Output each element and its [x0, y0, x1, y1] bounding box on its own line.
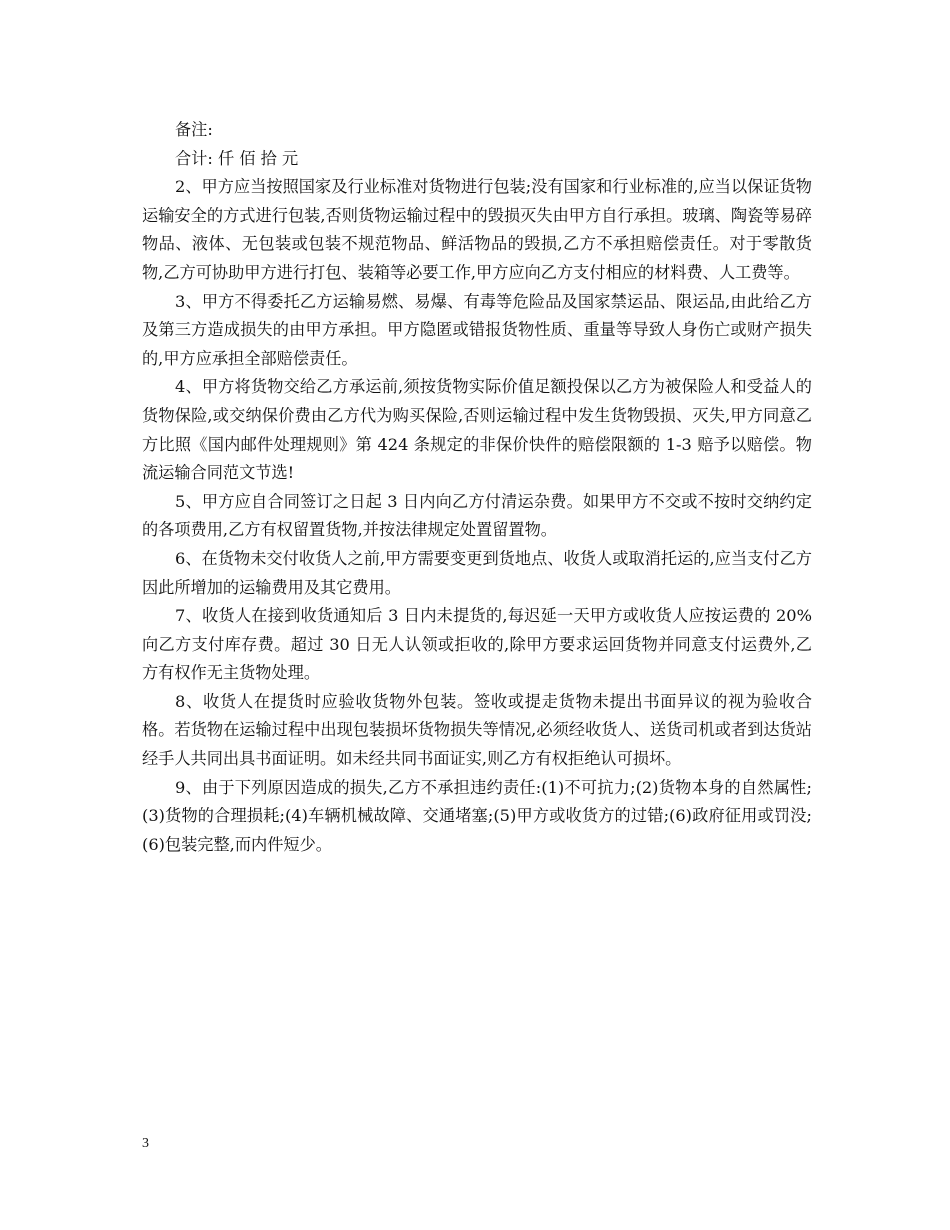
document-body [142, 116, 812, 859]
clause-7: 7、收货人在接到收货通知后 3 日内未提货的,每迟延一天甲方或收货人应按运费的 20%向乙方支付库存费。超过 30 日无人认领或拒收的,除甲方要求运回货物并同意支付运费外,乙方有权作无主货物处理。 [142, 606, 812, 683]
clause-6: 6、在货物未交付收货人之前,甲方需要变更到货地点、收货人或取消托运的,应当支付乙方因此所增加的运输费用及其它费用。 [142, 548, 812, 597]
clause-4: 4、甲方将货物交给乙方承运前,须按货物实际价值足额投保以乙方为被保险人和受益人的货物保险,或交纳保价费由乙方代为购买保险,否则运输过程中发生货物毁损、灭失,甲方同意乙方比照《国内邮件处理规则》第 424 条规定的非保价快件的赔偿限额的 1-3 赔予以赔偿。物流运输合同范文节选! [142, 377, 812, 483]
clause-5: 5、甲方应自合同签订之日起 3 日内向乙方付清运杂费。如果甲方不交或不按时交纳约定的各项费用,乙方有权留置货物,并按法律规定处置留置物。 [142, 491, 812, 540]
clause-3: 3、甲方不得委托乙方运输易燃、易爆、有毒等危险品及国家禁运品、限运品,由此给乙方及第三方造成损失的由甲方承担。甲方隐匿或错报货物性质、重量等导致人身伤亡或财产损失的,甲方应承担全部赔偿责任。 [142, 291, 812, 368]
clause-8: 8、收货人在提货时应验收货物外包装。签收或提走货物未提出书面异议的视为验收合格。若货物在运输过程中出现包装损坏货物损失等情况,必须经收货人、送货司机或者到达货站经手人共同出具书面证明。如未经共同书面证实,则乙方有权拒绝认可损坏。 [142, 691, 812, 769]
clause-9: 9、由于下列原因造成的损失,乙方不承担违约责任:(1)不可抗力;(2)货物本身的自然属性;(3)货物的合理损耗;(4)车辆机械故障、交通堵塞;(5)甲方或收货方的过错;(6)政府征用或罚没;(6)包装完整,而内件短少。 [142, 777, 812, 854]
clause-2: 2、甲方应当按照国家及行业标准对货物进行包装;没有国家和行业标准的,应当以保证货物运输安全的方式进行包装,否则货物运输过程中的毁损灭失由甲方自行承担。玻璃、陶瓷等易碎物品、液体、无包装或包装不规范物品、鲜活物品的毁损,乙方不承担赔偿责任。对于零散货物,乙方可协助甲方进行打包、装箱等必要工作,甲方应向乙方支付相应的材料费、人工费等。 [142, 177, 812, 282]
page-number: 3 [142, 1136, 149, 1151]
total-line: 合计: 仟 佰 拾 元 [175, 148, 299, 168]
remarks-line: 备注: [175, 120, 213, 139]
